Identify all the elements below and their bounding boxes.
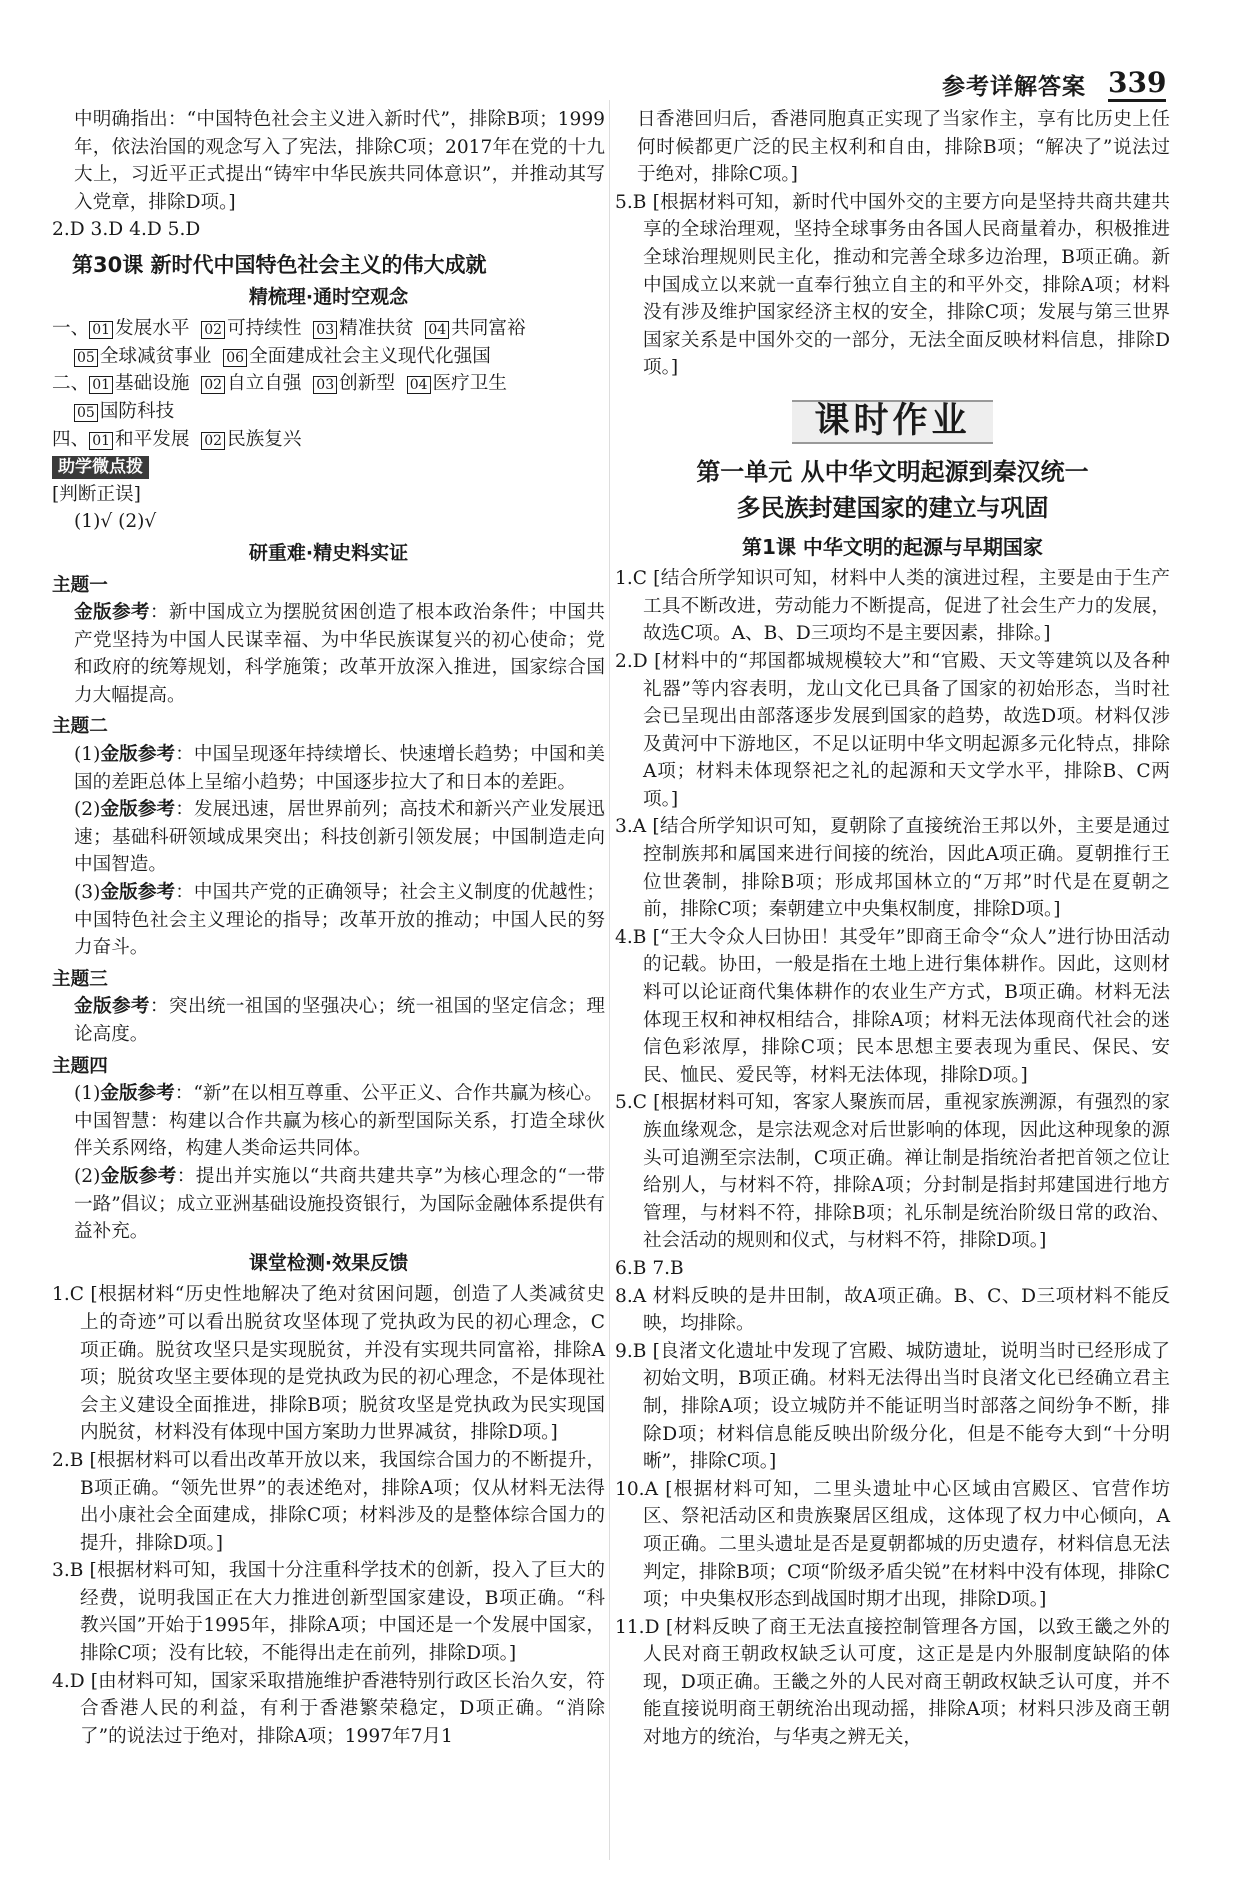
topic-2-answer-2: [52, 796, 605, 879]
answer-text: ：提出并实施以“共商共建共享”为核心理念的“一带一路”倡议；成立亚洲基础设施投资银行，为国际金融体系提供有益补充。: [74, 1165, 605, 1243]
item-number: (3): [74, 882, 101, 904]
topic-2-answer-3: [52, 879, 605, 962]
reference-label: 金版参考: [100, 1083, 175, 1105]
check-question-4-cont: 日香港回归后，香港同胞真正实现了当家作主，享有比历史上任何时候都更广泛的民主权利和自由，排除B项；“解决了”说法过于绝对，排除C项。]: [637, 109, 1170, 186]
blank-answer: 和平发展: [115, 428, 190, 450]
blank-answer: 全球减贫事业: [99, 345, 212, 367]
tip-badge-row: [52, 453, 605, 481]
check-question-1: 1.C [根据材料“历史性地解决了绝对贫困问题，创造了人类减贫史上的奇迹”可以看出脱贫攻坚体现了党执政为民的初心理念，C项正确。脱贫攻坚只是实现脱贫，并没有实现共同富裕，排除A项；脱贫攻坚主要体现的是党执政为民的初心理念，不是体现社会主义建设全面推进，排除B项；脱贫攻坚是党执政为民实现国内脱贫，材料没有体现中国方案助力世界减贫，排除D项。]: [52, 1284, 605, 1444]
item-number: (1): [74, 1083, 101, 1105]
blank-number: 01: [89, 432, 113, 450]
blank-answer: 创新型: [339, 373, 395, 395]
topic-3-title: 主题三: [52, 968, 108, 990]
left-column: [52, 106, 605, 1750]
judge-answers: (1)√ (2)√: [74, 511, 157, 533]
right-column: [615, 106, 1170, 1752]
unit-title-line-2: 多民族封建国家的建立与巩固: [736, 493, 1049, 522]
group-number: 四、: [52, 428, 90, 450]
section-analysis-title: 研重难·精史料实证: [248, 541, 409, 564]
section-review-title: 精梳理·通时空观念: [248, 285, 409, 308]
section-check-title: 课堂检测·效果反馈: [248, 1251, 409, 1274]
group-number: 一、: [52, 318, 90, 340]
lesson-30-title: 第30课 新时代中国特色社会主义的伟大成就: [72, 252, 487, 277]
reference-label: 金版参考: [74, 996, 150, 1018]
blank-answer: 国防科技: [99, 400, 175, 422]
knowledge-group-2: [52, 370, 605, 398]
homework-title: 课时作业: [792, 400, 992, 444]
item-number: (2): [74, 1165, 101, 1187]
answer-text: ：新中国成立为摆脱贫困创造了根本政治条件；中国共产党坚持为中国人民谋幸福、为中华民族谋复兴的初心使命；党和政府的统筹规划，科学施策；改革开放深入推进，国家综合国力大幅提高。: [74, 602, 605, 706]
intro-continued: 中明确指出：“中国特色社会主义进入新时代”，排除B项；1999年，依法治国的观念写入了宪法，排除C项；2017年在党的十九大上，习近平正式提出“铸牢中华民族共同体意识”，并推动其写入党章，排除D项。]: [74, 109, 605, 213]
unit-title: [615, 454, 1170, 526]
group-number: 二、: [52, 373, 90, 395]
answer-text: ：中国呈现逐年持续增长、快速增长趋势；中国和美国的差距总体上呈缩小趋势；中国逐步拉大了和日本的差距。: [74, 744, 605, 793]
reference-label: 金版参考: [100, 744, 176, 766]
blank-answer: 民族复兴: [227, 428, 302, 450]
check-question-4: 4.D [由材料可知，国家采取措施维护香港特别行政区长治久安，符合香港人民的利益，有利于香港繁荣稳定，D项正确。“消除了”的说法过于绝对，排除A项；1997年7月1: [52, 1670, 605, 1747]
knowledge-group-2-cont: [52, 398, 605, 426]
item-number: (2): [74, 799, 101, 821]
answer-text: ：“新”在以相互尊重、公平正义、合作共赢为核心。: [174, 1083, 603, 1105]
blank-answer: 发展水平: [115, 318, 190, 340]
homework-answer-4: 4.B [“王大令众人曰协田！其受年”即商王命令“众人”进行协田活动的记载。协田，一般是指在土地上进行集体耕作。因此，这则材料可以论证商代集体耕作的农业生产方式，B项正确。材料无法体现王权和神权相结合，排除A项；材料无法体现商代社会的迷信色彩浓厚，排除C项；民本思想主要表现为重民、保民、安民、恤民、爱民等，材料无法体现，排除D项。]: [615, 926, 1170, 1086]
blank-number: 02: [201, 376, 225, 394]
check-question-3: 3.B [根据材料可知，我国十分注重科学技术的创新，投入了巨大的经费，说明我国正在大力推进创新型国家建设，B项正确。“科教兴国”开始于1995年，排除A项；中国还是一个发展中国家，排除C项；没有比较，不能得出走在前列，排除D项。]: [52, 1560, 605, 1665]
column-divider: [609, 100, 610, 1860]
homework-answer-11: 11.D [材料反映了商王无法直接控制管理各方国，以致王畿之外的人民对商王朝政权缺乏认可度，这正是是内外服制度缺陷的体现，D项正确。王畿之外的人民对商王朝政权缺乏认可度，并不能直接说明商王朝统治出现动摇，排除A项；材料只涉及商王朝对地方的统治，与华夷之辨无关，: [615, 1616, 1170, 1749]
blank-answer: 精准扶贫: [339, 318, 414, 340]
intro-answers: 2.D 3.D 4.D 5.D: [52, 219, 201, 241]
page-number: 339: [1108, 66, 1166, 102]
blank-answer: 医疗卫生: [432, 373, 507, 395]
blank-number: 03: [313, 376, 337, 394]
blank-number: 02: [201, 432, 225, 450]
homework-answer-1: 1.C [结合所学知识可知，材料中人类的演进过程，主要是由于生产工具不断改进，劳动能力不断提高，促进了社会生产力的发展，故选C项。A、B、D三项均不是主要因素，排除。]: [615, 568, 1170, 645]
item-number: (1): [74, 744, 101, 766]
topic-4-answer-2: [52, 1163, 605, 1246]
blank-number: 01: [89, 376, 113, 394]
check-question-5: 5.B [根据材料可知，新时代中国外交的主要方向是坚持共商共建共享的全球治理观，坚持全球事务由各国人民商量着办，积极推进全球治理规则民主化，推动和完善全球多边治理，B项正确。新中国成立以来就一直奉行独立自主的和平外交，排除A项；材料没有涉及维护国家经济主权的安全，排除C项；发展与第三世界国家关系是中国外交的一部分，无法全面反映材料信息，排除D项。]: [615, 191, 1170, 379]
judge-label: [判断正误]: [52, 483, 141, 505]
check-question-2: 2.B [根据材料可以看出改革开放以来，我国综合国力的不断提升，B项正确。“领先世界”的表述绝对，排除A项；仅从材料无法得出小康社会全面建成，排除C项；材料涉及的是整体综合国力的提升，排除D项。]: [52, 1449, 605, 1554]
blank-answer: 基础设施: [115, 373, 190, 395]
homework-answer-8: 8.A 材料反映的是井田制，故A项正确。B、C、D三项材料不能反映，均排除。: [615, 1285, 1170, 1335]
blank-answer: 可持续性: [227, 318, 302, 340]
homework-answer-9: 9.B [良渚文化遗址中发现了宫殿、城防遗址，说明当时已经形成了初始文明，B项正确。材料无法得出当时良渚文化已经确立君主制，排除A项；设立城防并不能证明当时部落之间纷争不断，排除D项；材料信息能反映出阶级分化，但是不能夸大到“十分明晰”，排除C项。]: [615, 1340, 1170, 1473]
homework-answer-2: 2.D [材料中的“邦国都城规模较大”和“官殿、天文等建筑以及各种礼器”等内容表明，龙山文化已具备了国家的初始形态，当时社会已呈现出由部落逐步发展到国家的趋势，故选D项。材料仅涉及黄河中下游地区，不足以证明中华文明起源多元化特点，排除A项；材料未体现祭祀之礼的起源和天文学水平，排除B、C两项。]: [615, 650, 1170, 810]
topic-1-title: 主题一: [52, 574, 108, 596]
homework-answer-5: 5.C [根据材料可知，客家人聚族而居，重视家族溯源，有强烈的家族血缘观念，是宗法观念对后世影响的体现，因此这种现象的源头可追溯至宗法制，C项正确。禅让制是指统治者把首领之位让给别人，与材料不符，排除A项；分封制是指封邦建国进行地方管理，与材料不符，排除B项；礼乐制是统治阶级日常的政治、社会活动的规则和仪式，与材料不符，排除D项。]: [615, 1092, 1170, 1252]
homework-title-block: [615, 400, 1170, 444]
header-label: 参考详解答案: [942, 73, 1086, 100]
blank-number: 05: [74, 404, 98, 422]
topic-2-answer-1: [52, 741, 605, 796]
tip-badge: 助学微点拨: [52, 456, 149, 479]
unit-title-line-1: 第一单元 从中华文明起源到秦汉统一: [696, 457, 1089, 486]
knowledge-group-4: [52, 426, 605, 454]
blank-number: 03: [313, 321, 337, 339]
knowledge-group-1-cont: [52, 343, 605, 371]
blank-number: 02: [201, 321, 225, 339]
topic-4-answer-1: [52, 1080, 605, 1108]
blank-number: 06: [223, 349, 247, 367]
reference-label: 金版参考: [100, 882, 176, 904]
topic-2-title: 主题二: [52, 716, 108, 738]
lesson-1-title: 第1课 中华文明的起源与早期国家: [742, 534, 1043, 559]
topic-3-answer: [52, 993, 605, 1048]
homework-answer-10: 10.A [根据材料可知，二里头遗址中心区域由宫殿区、官营作坊区、祭祀活动区和贵族聚居区组成，这体现了权力中心倾向，A项正确。二里头遗址是否是夏朝都城的历史遗存，材料信息无法判定，排除B项；C项“阶级矛盾尖锐”在材料中没有体现，排除C项；中央集权形态到战国时期才出现，排除D项。]: [615, 1478, 1170, 1611]
reference-label: 金版参考: [100, 1165, 177, 1187]
topic-4-title: 主题四: [52, 1055, 108, 1077]
homework-answer-3: 3.A [结合所学知识可知，夏朝除了直接统治王邦以外，主要是通过控制族邦和属国来进行间接的统治，因此A项正确。夏朝推行王位世袭制，排除B项；形成邦国林立的“万邦”时代是在夏朝之前，排除C项；秦朝建立中央集权制度，排除D项。]: [615, 816, 1170, 921]
topic-4-answer-1b: 中国智慧：构建以合作共赢为核心的新型国际关系，打造全球伙伴关系网络，构建人类命运共同体。: [74, 1110, 605, 1160]
homework-answer-6-7: 6.B 7.B: [615, 1257, 684, 1279]
answer-text: ：中国共产党的正确领导；社会主义制度的优越性；中国特色社会主义理论的指导；改革开放的推动；中国人民的努力奋斗。: [74, 882, 605, 959]
blank-number: 05: [74, 349, 98, 367]
reference-label: 金版参考: [100, 799, 176, 821]
blank-answer: 全面建成社会主义现代化强国: [249, 345, 491, 367]
answer-text: ：发展迅速，居世界前列；高技术和新兴产业发展迅速；基础科研领域成果突出；科技创新引领发展；中国制造走向中国智造。: [74, 799, 605, 876]
reference-label: 金版参考: [74, 602, 150, 624]
knowledge-group-1: [52, 315, 605, 343]
blank-number: 04: [425, 321, 449, 339]
blank-number: 01: [89, 321, 113, 339]
blank-number: 04: [407, 376, 431, 394]
blank-answer: 共同富裕: [451, 318, 526, 340]
topic-1-answer: [52, 599, 605, 709]
answer-text: ：突出统一祖国的坚强决心；统一祖国的坚定信念；理论高度。: [74, 996, 605, 1045]
blank-answer: 自立自强: [227, 373, 302, 395]
